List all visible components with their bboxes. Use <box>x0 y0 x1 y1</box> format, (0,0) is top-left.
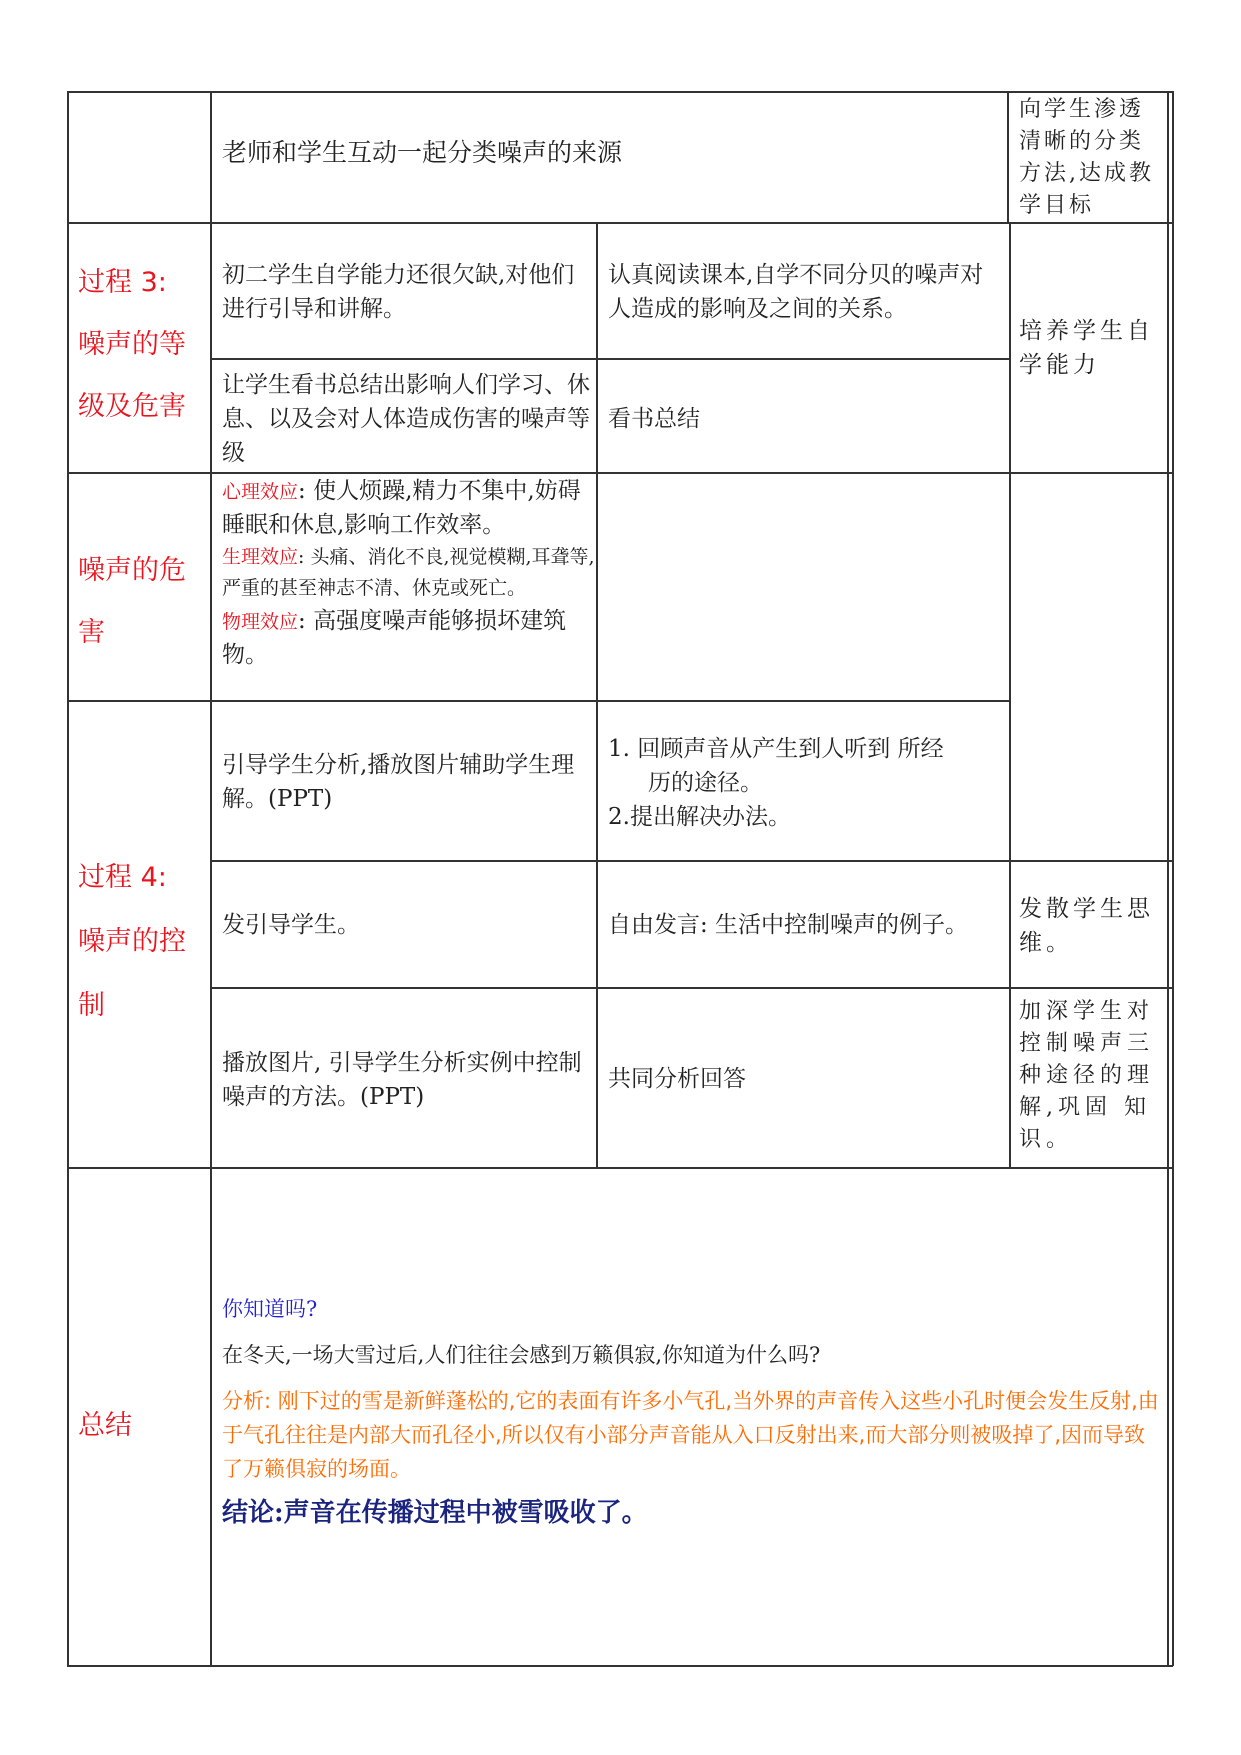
effect-physiological <box>222 542 598 604</box>
effect-psychological <box>222 474 598 542</box>
row3-label-cell <box>78 540 208 664</box>
row1-purpose-text: 向学生渗透清晰的分类方法,达成教学目标 <box>1019 97 1154 218</box>
row2-student-a-text: 认真阅读课本,自学不同分贝的噪声对人造成的影响及之间的关系。 <box>608 262 984 322</box>
row5-label-cell <box>78 1395 208 1457</box>
rule-label-col <box>210 91 212 1666</box>
row4-teacher-b-cell <box>222 908 594 942</box>
effect-physiological-name: 生理效应 <box>222 546 299 568</box>
rule-student-col <box>596 222 598 1167</box>
row5-content-cell <box>222 1292 1162 1530</box>
row1-teacher-text: 老师和学生互动一起分类噪声的来源 <box>222 138 623 167</box>
rule-right-outer <box>1172 91 1174 1666</box>
row4-label-line-2: 噪声的控 <box>78 926 186 957</box>
rule-right <box>1167 91 1169 1666</box>
row2-label-line-3: 级及危害 <box>78 391 186 422</box>
row4-purpose-b-cell <box>1019 892 1167 960</box>
row4-label-line-3: 制 <box>78 990 105 1021</box>
row4-student-a-cell <box>608 732 1008 834</box>
row4-student-a-item-1: 1. 回顾声音从产生到人听到 所经 <box>608 736 944 762</box>
effect-physical-name: 物理效应 <box>222 611 299 633</box>
conclusion-text: 结论:声音在传播过程中被雪吸收了。 <box>222 1498 648 1528</box>
row2-teacher-b-text: 让学生看书总结出影响人们学习、休息、以及会对人体造成伤害的噪声等级 <box>222 372 590 466</box>
row4-teacher-b-text: 发引导学生。 <box>222 912 360 938</box>
row4-teacher-a-text: 引导学生分析,播放图片辅助学生理解。(PPT) <box>222 752 575 812</box>
row4-purpose-c-cell <box>1019 996 1167 1156</box>
effect-psychological-name: 心理效应 <box>222 481 299 503</box>
question-text: 在冬天,一场大雪过后,人们往往会感到万籁俱寂,你知道为什么吗? <box>222 1343 821 1367</box>
row2-student-a-cell <box>608 258 1004 326</box>
row2-student-b-text: 看书总结 <box>608 406 700 432</box>
effect-physical-text: : 高强度噪声能够损坏建筑物。 <box>222 608 567 668</box>
question-title: 你知道吗? <box>222 1297 318 1321</box>
row1-purpose-cell <box>1019 94 1167 222</box>
row4-student-b-cell <box>608 908 1008 942</box>
row2-teacher-b-cell <box>222 368 594 470</box>
row4-student-a-item-1-cont: 历的途径。 <box>648 770 763 796</box>
rule-row3-bottom <box>67 700 1010 702</box>
rule-row2-mid <box>211 358 1010 360</box>
row2-student-b-cell <box>608 402 1004 436</box>
analysis-text: 分析: 刚下过的雪是新鲜蓬松的,它的表面有许多小气孔,当外界的声音传入这些小孔时便会发生反射,由于气孔往往是内部大而孔径小,所以仅有小部分声音能从入口反射出来,而大部分则被吸掉了,因而导致了万籁俱寂的场面。 <box>222 1389 1159 1481</box>
rule-purpose-col-a <box>1007 91 1009 222</box>
row2-label-line-1: 过程 3: <box>78 267 167 298</box>
rule-left <box>67 91 69 1666</box>
row2-purpose-text: 培养学生自学能力 <box>1019 318 1154 378</box>
row4-label-cell <box>78 846 208 1038</box>
row4-student-c-cell <box>608 1062 1004 1096</box>
row4-teacher-c-text: 播放图片, 引导学生分析实例中控制噪声的方法。(PPT) <box>222 1050 582 1110</box>
row2-teacher-a-text: 初二学生自学能力还很欠缺,对他们进行引导和讲解。 <box>222 262 575 322</box>
effect-physical <box>222 604 598 672</box>
row2-label-line-2: 噪声的等 <box>78 329 186 360</box>
row4-student-b-text: 自由发言: 生活中控制噪声的例子。 <box>608 912 969 938</box>
row2-purpose-cell <box>1019 314 1167 382</box>
rule-purpose-col-b <box>1009 222 1011 1167</box>
row2-label-cell <box>78 252 208 438</box>
row5-label: 总结 <box>78 1410 132 1441</box>
row4-purpose-c-text: 加深学生对控制噪声三种途径的理解,巩固 知识。 <box>1019 999 1155 1152</box>
row3-label-line-2: 害 <box>78 617 105 648</box>
rule-row1-bottom <box>67 222 1173 224</box>
rule-row4-a <box>211 860 1173 862</box>
rule-row4-bottom <box>67 1167 1173 1169</box>
rule-bottom <box>67 1665 1173 1667</box>
effect-physiological-text: : 头痛、消化不良,视觉模糊,耳聋等,严重的甚至神志不清、休克或死亡。 <box>222 546 595 599</box>
row4-student-a-item-2: 2.提出解决办法。 <box>608 804 791 830</box>
row2-teacher-a-cell <box>222 258 594 326</box>
effect-psychological-text: : 使人烦躁,精力不集中,妨碍 睡眠和休息,影响工作效率。 <box>222 478 581 538</box>
row4-teacher-a-cell <box>222 748 594 816</box>
row3-label-line-1: 噪声的危 <box>78 555 186 586</box>
row4-teacher-c-cell <box>222 1046 594 1114</box>
row4-student-c-text: 共同分析回答 <box>608 1066 746 1092</box>
row4-label-line-1: 过程 4: <box>78 862 167 893</box>
row3-effects-cell <box>222 474 598 672</box>
row4-purpose-b-text: 发散学生思维。 <box>1019 896 1154 956</box>
row1-teacher-cell <box>222 136 1002 170</box>
rule-row4-b <box>211 987 1173 989</box>
